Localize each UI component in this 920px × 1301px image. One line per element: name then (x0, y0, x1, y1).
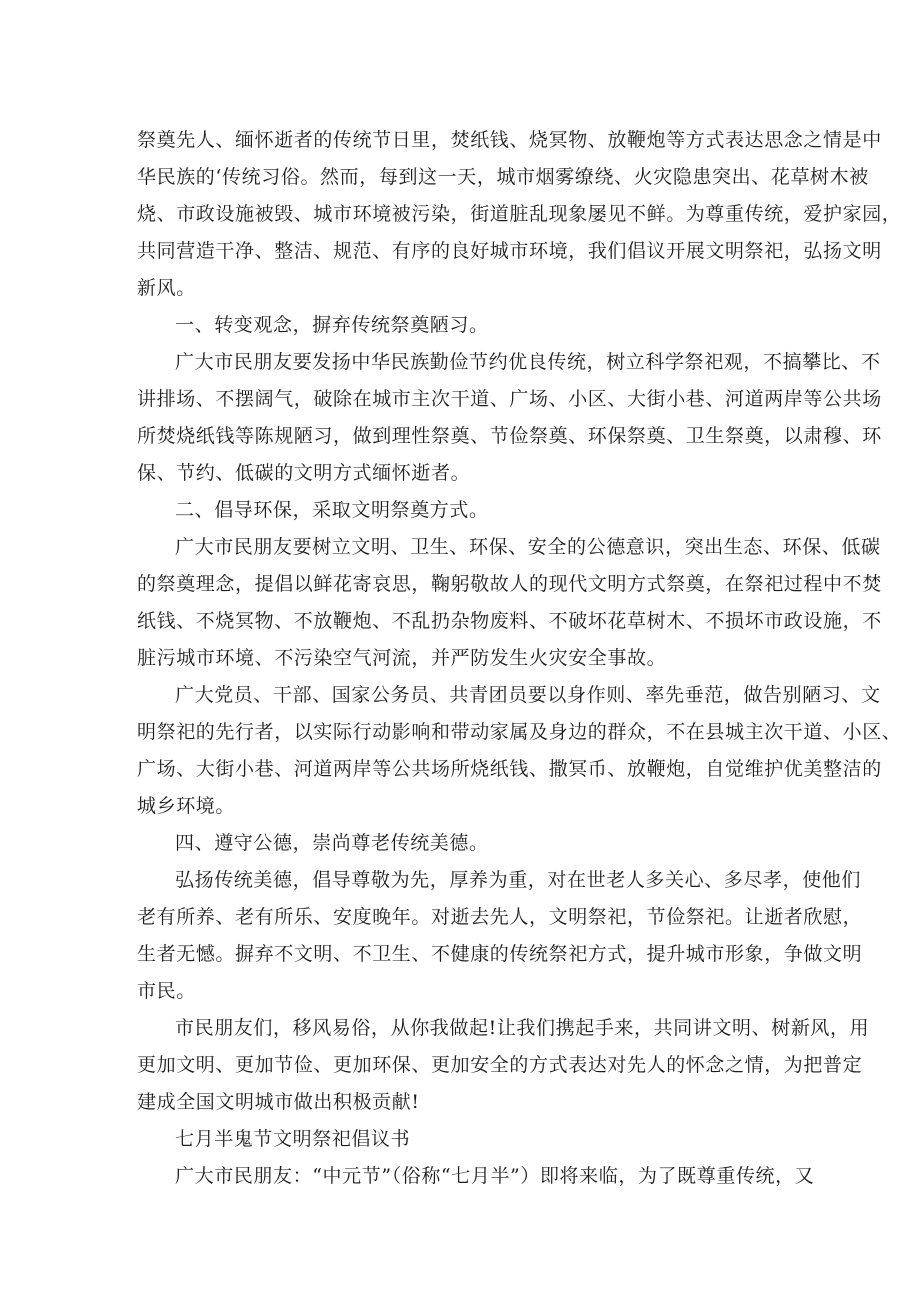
text-line: 广大市民朋友：“中元节”（俗称“七月半”）即将来临，为了既尊重传统，又 (175, 1165, 815, 1187)
text-line: 祭奠先人、缅怀逝者的传统节日里，焚纸钱、烧冥物、放鞭炮等方式表达思念之情是中 (137, 129, 882, 151)
text-line: 所焚烧纸钱等陈规陋习，做到理性祭奠、节俭祭奠、环保祭奠、卫生祭奠，以肃穆、环 (137, 425, 882, 447)
text-line: 城乡环境。 (137, 795, 236, 817)
text-line: 纸钱、不烧冥物、不放鞭炮、不乱扔杂物废料、不破坏花草树木、不损坏市政设施，不 (137, 610, 882, 632)
text-line: 讲排场、不摆阔气，破除在城市主次干道、广场、小区、大街小巷、河道两岸等公共场 (137, 388, 882, 410)
text-line: 弘扬传统美德，倡导尊敬为先，厚养为重，对在世老人多关心、多尽孝，使他们 (175, 869, 862, 891)
text-line: 保、节约、低碳的文明方式缅怀逝者。 (137, 462, 471, 484)
text-line: 生者无憾。摒弃不文明、不卫生、不健康的传统祭祀方式，提升城市形象，争做文明 (137, 943, 863, 965)
text-line: 四、遵守公德，崇尚尊老传统美德。 (175, 832, 489, 854)
text-line: 一、转变观念，摒弃传统祭奠陋习。 (175, 314, 489, 336)
text-line: 广大市民朋友要树立文明、卫生、环保、安全的公德意识，突出生态、环保、低碳 (175, 536, 881, 558)
text-line: 的祭奠理念，提倡以鲜花寄哀思，鞠躬敬故人的现代文明方式祭奠，在祭祀过程中不焚 (137, 573, 882, 595)
text-line: 建成全国文明城市做出积极贡献! (137, 1091, 420, 1113)
text-line: 广大市民朋友要发扬中华民族勤俭节约优良传统，树立科学祭祀观，不搞攀比、不 (175, 351, 881, 373)
document-body (137, 122, 902, 1195)
text-line: 华民族的‘传统习俗。然而，每到这一天，城市烟雾缭绕、火灾隐患突出、花草树木被 (137, 166, 869, 188)
text-line: 市民朋友们，移风易俗，从你我做起!让我们携起手来，共同讲文明、树新风，用 (175, 1017, 870, 1039)
text-line: 脏污城市环境、不污染空气河流，并严防发生火灾安全事故。 (137, 647, 667, 669)
text-line: 新风。 (137, 277, 196, 299)
text-line: 二、倡导环保，采取文明祭奠方式。 (175, 499, 489, 521)
text-line: 明祭祀的先行者，以实际行动影响和带动家属及身边的群众，不在县城主次干道、小区、 (137, 721, 902, 743)
text-line: 老有所养、老有所乐、安度晚年。对逝去先人，文明祭祀，节俭祭祀。让逝者欣慰， (137, 906, 863, 928)
text-line: 广场、大街小巷、河道两岸等公共场所烧纸钱、撒冥币、放鞭炮，自觉维护优美整洁的 (137, 758, 882, 780)
text-line: 七月半鬼节文明祭祀倡议书 (175, 1128, 411, 1150)
text-line: 广大党员、干部、国家公务员、共青团员要以身作则、率先垂范，做告别陋习、文 (175, 684, 881, 706)
text-line: 烧、市政设施被毁、城市环境被污染，街道脏乱现象屡见不鲜。为尊重传统，爱护家园， (137, 203, 902, 225)
text-line: 市民。 (137, 980, 196, 1002)
text-line: 共同营造干净、整洁、规范、有序的良好城市环境，我们倡议开展文明祭祀，弘扬文明 (137, 240, 882, 262)
text-line: 更加文明、更加节俭、更加环保、更加安全的方式表达对先人的怀念之情，为把普定 (137, 1054, 863, 1076)
